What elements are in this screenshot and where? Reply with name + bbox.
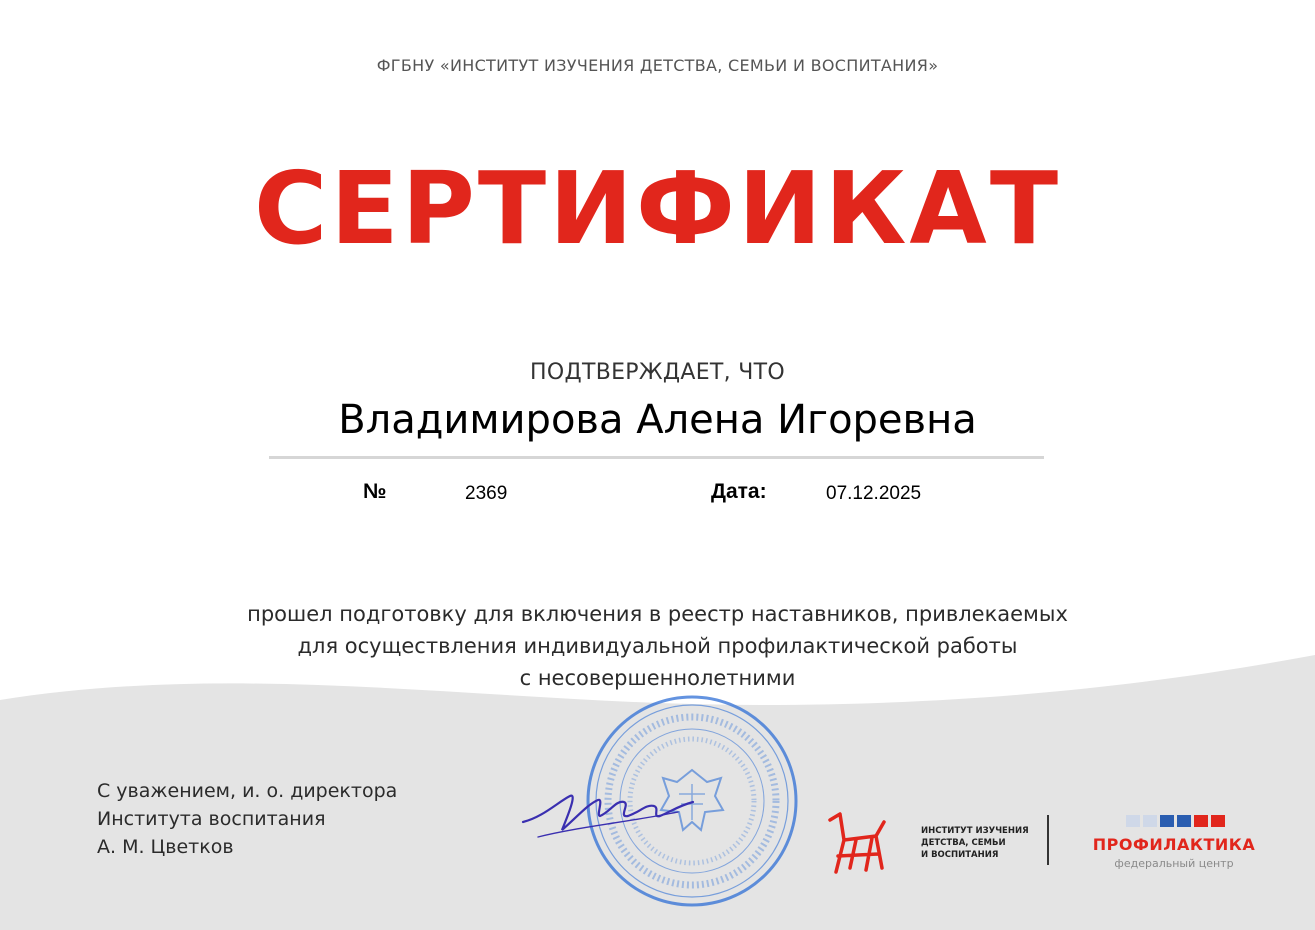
organization-name: ФГБНУ «ИНСТИТУТ ИЗУЧЕНИЯ ДЕТСТВА, СЕМЬИ И ВОСПИТАНИЯ» bbox=[376, 56, 939, 75]
date-label: Дата: bbox=[711, 480, 767, 503]
number-label: № bbox=[363, 480, 387, 503]
certificate-date: 07.12.2025 bbox=[826, 483, 922, 504]
certificate-number: 2369 bbox=[465, 483, 508, 504]
profilaktika-squares-icon bbox=[1126, 815, 1226, 827]
profilaktika-logo-title: ПРОФИЛАКТИКА bbox=[1092, 835, 1256, 854]
logo-divider bbox=[1047, 815, 1049, 865]
institute-logo-line: И ВОСПИТАНИЯ bbox=[921, 850, 999, 860]
certificate-title: СЕРТИФИКАТ bbox=[253, 150, 1062, 267]
confirms-text: ПОДТВЕРЖДАЕТ, ЧТО bbox=[530, 360, 785, 385]
director-signature bbox=[518, 782, 698, 852]
signatory-line: А. М. Цветков bbox=[97, 836, 234, 858]
description-line: для осуществления индивидуальной профилактической работы bbox=[297, 634, 1018, 658]
description-line: с несовершеннолетними bbox=[519, 666, 796, 690]
description-line: прошел подготовку для включения в реестр наставников, привлекаемых bbox=[247, 602, 1068, 626]
institute-logo-line: ДЕТСТВА, СЕМЬИ bbox=[921, 838, 1006, 848]
name-underline bbox=[269, 456, 1044, 459]
profilaktika-logo-subtitle: федеральный центр bbox=[1114, 857, 1234, 870]
recipient-name: Владимирова Алена Игоревна bbox=[338, 397, 977, 443]
signatory-line: С уважением, и. о. директора bbox=[97, 780, 398, 802]
institute-logo-line: ИНСТИТУТ ИЗУЧЕНИЯ bbox=[921, 826, 1029, 836]
signatory-block bbox=[97, 777, 397, 861]
institute-logo-icon bbox=[826, 810, 886, 876]
signatory-line: Института воспитания bbox=[97, 808, 326, 830]
certificate-description bbox=[0, 598, 1315, 694]
institute-logo-text bbox=[921, 825, 1029, 861]
